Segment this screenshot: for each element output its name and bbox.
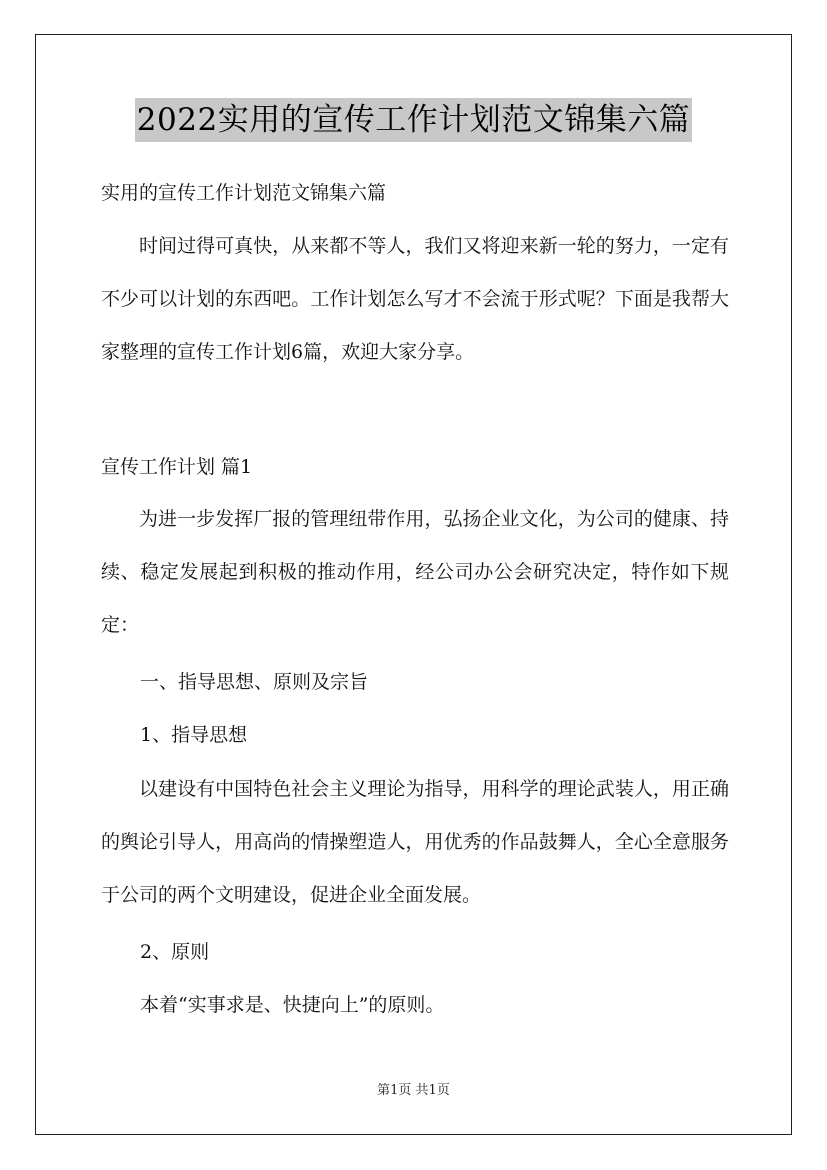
guiding-thought-paragraph: 以建设有中国特色社会主义理论为指导，用科学的理论武装人，用正确的舆论引导人，用高尚的情操塑造人，用优秀的作品鼓舞人，全心全意服务于公司的两个文明建设，促进企业全面发展。 — [101, 778, 729, 906]
heading-guiding-thought: 1、指导思想 — [140, 724, 248, 746]
title-container — [0, 98, 827, 142]
heading-principle: 2、原则 — [140, 941, 210, 963]
document-subtitle: 实用的宣传工作计划范文锦集六篇 — [101, 182, 387, 204]
section-heading: 宣传工作计划 篇1 — [101, 456, 253, 478]
page-footer: 第1页 共1页 — [377, 1083, 450, 1098]
section-intro-paragraph: 为进一步发挥厂报的管理纽带作用，弘扬企业文化，为公司的健康、持续、稳定发展起到积极的推动作用，经公司办公会研究决定，特作如下规定： — [101, 508, 729, 636]
principle-paragraph: 本着“实事求是、快捷向上”的原则。 — [140, 994, 445, 1016]
document-title: 2022实用的宣传工作计划范文锦集六篇 — [135, 98, 692, 142]
heading-guiding-principles: 一、指导思想、原则及宗旨 — [140, 671, 369, 693]
intro-paragraph: 时间过得可真快，从来都不等人，我们又将迎来新一轮的努力，一定有不少可以计划的东西吧。工作计划怎么写才不会流于形式呢？下面是我帮大家整理的宣传工作计划6篇，欢迎大家分享。 — [101, 235, 729, 363]
